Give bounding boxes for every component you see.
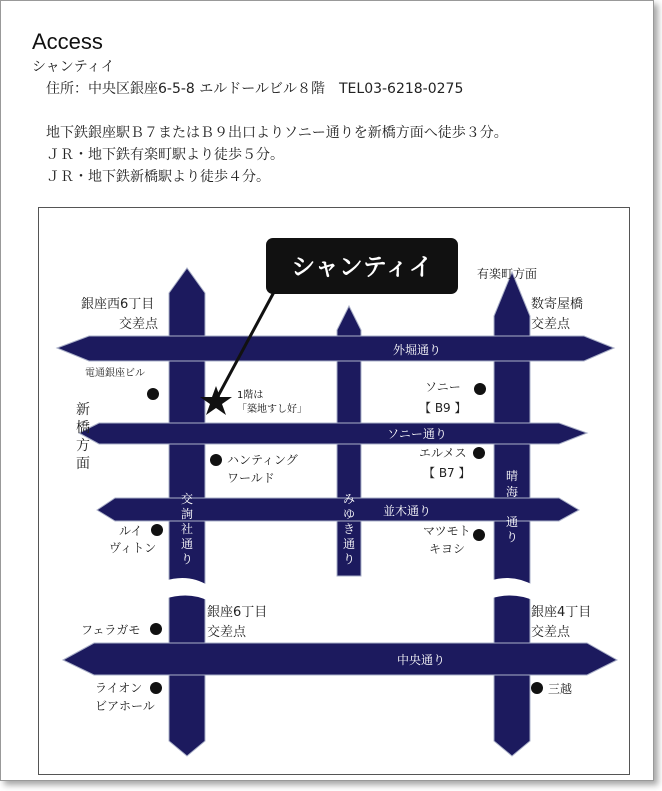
- label-miyuki-1: み: [342, 492, 356, 506]
- intersection-ginza4-sub: 交差点: [531, 625, 571, 640]
- label-miyuki-2: ゆ: [342, 507, 356, 521]
- label-sotobori: 外堀通り: [392, 343, 442, 357]
- road-chuo: [63, 643, 617, 675]
- label-harumi-4: り: [505, 530, 519, 544]
- shinbashi-2: 橋: [76, 420, 90, 436]
- label-miyuki-3: き: [342, 522, 356, 536]
- landmark-sony: ソニー: [425, 380, 461, 394]
- label-sony: ソニー通り: [387, 427, 447, 441]
- landmark-lion-dot: [150, 682, 162, 694]
- label-chuo: 中央通り: [396, 653, 446, 667]
- landmark-louis-2: ヴィトン: [109, 541, 157, 555]
- intersection-sukiyabashi: 数寄屋橋: [531, 297, 584, 312]
- landmark-louis: ルイ: [119, 524, 143, 538]
- intersection-sukiyabashi-sub: 交差点: [531, 317, 571, 332]
- landmark-hunting-dot: [210, 454, 222, 466]
- label-kojunsha-2: 詢: [180, 507, 194, 521]
- landmark-hermes-exit: 【 B7 】: [423, 466, 471, 480]
- shop-floor-detail: 「築地すし好」: [237, 404, 307, 415]
- landmark-mitsukoshi: 三越: [548, 682, 573, 696]
- landmark-dentsu: 電通銀座ビル: [85, 368, 145, 379]
- map-svg: [39, 208, 629, 774]
- shop-callout: [200, 238, 458, 415]
- shinbashi-1: 新: [76, 402, 90, 418]
- landmark-mitsukoshi-dot: [531, 682, 543, 694]
- shop-floor-label: 1階は: [237, 390, 264, 401]
- landmark-sony-exit: 【 B9 】: [419, 401, 467, 415]
- label-kojunsha-5: り: [180, 552, 194, 566]
- intersection-ginza-nishi6: 銀座西6丁目: [81, 297, 155, 312]
- intersection-ginza6-sub: 交差点: [207, 625, 247, 640]
- landmark-ferragamo-dot: [150, 623, 162, 635]
- landmark-hermes: エルメス: [419, 446, 467, 460]
- shop-address: 住所：中央区銀座6-5-8 エルドールビル８階 TEL03-6218-0275: [46, 81, 464, 97]
- road-sony: [79, 423, 587, 444]
- label-kojunsha-3: 社: [180, 522, 194, 536]
- shinbashi-4: 面: [76, 456, 90, 472]
- intersection-ginza4: 銀座4丁目: [531, 605, 592, 620]
- landmark-lion: ライオン: [95, 681, 143, 695]
- label-kojunsha-1: 交: [180, 492, 194, 506]
- landmark-louis-dot: [151, 524, 163, 536]
- label-namiki: 並木通り: [382, 504, 432, 518]
- label-harumi-1: 晴: [505, 469, 519, 483]
- landmark-hunting: ハンティング: [227, 453, 298, 467]
- direction-line-3: ＪＲ・地下鉄新橋駅より徒歩４分。: [46, 169, 270, 185]
- label-harumi-3: 通: [505, 515, 519, 529]
- direction-yurakucho: 有楽町方面: [477, 267, 538, 281]
- landmark-lion-2: ビアホール: [95, 699, 155, 713]
- label-kojunsha-4: 通: [180, 537, 194, 551]
- label-harumi-2: 海: [505, 485, 519, 499]
- direction-line-2: ＪＲ・地下鉄有楽町駅より徒歩５分。: [46, 147, 284, 163]
- map-break: [164, 578, 535, 601]
- callout-text: シャンティイ: [291, 253, 433, 281]
- direction-line-1: 地下鉄銀座駅Ｂ７またはＢ９出口よりソニー通りを新橋方面へ徒歩３分。: [46, 125, 508, 141]
- shop-name: シャンティイ: [32, 59, 115, 75]
- landmark-dentsu-dot: [147, 388, 159, 400]
- label-miyuki-4: 通: [342, 537, 356, 551]
- access-map: [38, 207, 630, 775]
- page-title: Access: [32, 29, 103, 54]
- landmark-matsumoto-dot: [473, 529, 485, 541]
- landmark-matsumoto: マツモト: [423, 524, 471, 538]
- landmark-matsumoto-2: キヨシ: [429, 542, 466, 556]
- landmark-hunting-2: ワールド: [227, 471, 275, 485]
- intersection-ginza-nishi6-sub: 交差点: [119, 317, 159, 332]
- shinbashi-3: 方: [76, 438, 90, 454]
- landmark-hermes-dot: [473, 447, 485, 459]
- intersection-ginza6: 銀座6丁目: [207, 605, 268, 620]
- landmark-sony-dot: [474, 383, 486, 395]
- label-miyuki-5: り: [342, 552, 356, 566]
- road-sotobori: [57, 336, 614, 361]
- landmark-ferragamo: フェラガモ: [81, 623, 141, 637]
